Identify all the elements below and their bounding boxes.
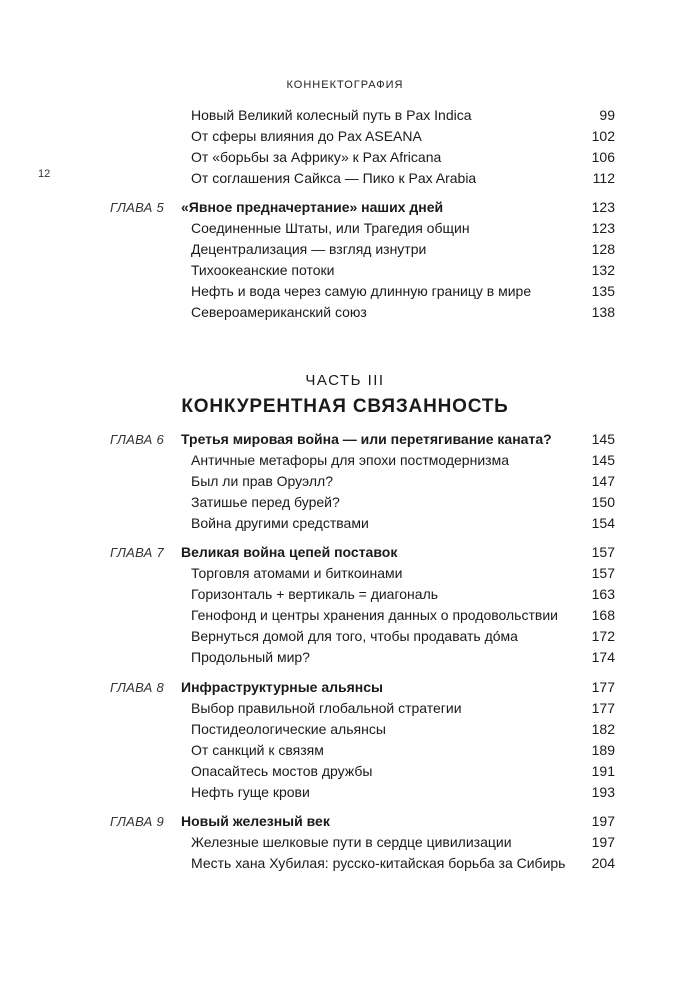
entry-title: Североамериканский союз bbox=[191, 304, 367, 320]
toc-top-entries bbox=[110, 105, 615, 189]
toc-entry[interactable] bbox=[110, 626, 615, 647]
toc-chapter-6 bbox=[110, 429, 615, 534]
entry-page: 147 bbox=[591, 473, 615, 489]
entry-title: Децентрализация — взгляд изнутри bbox=[191, 241, 427, 257]
entry-page: 135 bbox=[591, 283, 615, 299]
entry-title: Торговля атомами и биткоинами bbox=[191, 565, 403, 581]
chapter-page: 145 bbox=[591, 431, 615, 447]
toc-entry[interactable] bbox=[110, 471, 615, 492]
toc-entry[interactable] bbox=[110, 782, 615, 803]
entry-title: Новый Великий колесный путь в Pax Indica bbox=[191, 107, 472, 123]
toc-entry[interactable] bbox=[110, 126, 615, 147]
entry-page: 145 bbox=[591, 452, 615, 468]
entry-title: Нефть и вода через самую длинную границу в мире bbox=[191, 283, 532, 299]
entry-page: 193 bbox=[591, 784, 615, 800]
toc-entry[interactable] bbox=[110, 698, 615, 719]
entry-title: От санкций к связям bbox=[191, 742, 324, 758]
chapter-label: ГЛАВА 6 bbox=[110, 432, 165, 447]
toc-entry[interactable] bbox=[110, 647, 615, 668]
entry-title: От «борьбы за Африку» к Pax Africana bbox=[191, 149, 442, 165]
chapter-page: 177 bbox=[591, 679, 615, 695]
entry-title: Месть хана Хубилая: русско-китайская борьба за Сибирь bbox=[191, 855, 566, 871]
entry-title: Вернуться домой для того, чтобы продавать до́ма bbox=[191, 628, 518, 644]
entry-page: 102 bbox=[591, 128, 615, 144]
toc-chapter-9 bbox=[110, 811, 615, 874]
entry-page: 197 bbox=[591, 834, 615, 850]
entry-page: 204 bbox=[591, 855, 615, 871]
entry-title: Железные шелковые пути в сердце цивилизации bbox=[191, 834, 512, 850]
entry-page: 172 bbox=[591, 628, 615, 644]
chapter-heading[interactable] bbox=[110, 677, 615, 698]
chapter-heading[interactable] bbox=[110, 429, 615, 450]
toc-entry[interactable] bbox=[110, 281, 615, 302]
toc-entry[interactable] bbox=[110, 260, 615, 281]
entry-title: Опасайтесь мостов дружбы bbox=[191, 763, 373, 779]
entry-title: Генофонд и центры хранения данных о продовольствии bbox=[191, 607, 558, 623]
toc-entry[interactable] bbox=[110, 563, 615, 584]
entry-page: 189 bbox=[591, 742, 615, 758]
entry-title: От соглашения Сайкса — Пико к Pax Arabia bbox=[191, 170, 477, 186]
chapter-title: Третья мировая война — или перетягивание каната? bbox=[181, 431, 552, 447]
toc-entry[interactable] bbox=[110, 492, 615, 513]
entry-title: Горизонталь + вертикаль = диагональ bbox=[191, 586, 439, 602]
entry-page: 157 bbox=[591, 565, 615, 581]
toc-chapter-8 bbox=[110, 677, 615, 803]
entry-title: Античные метафоры для эпохи постмодернизма bbox=[191, 452, 509, 468]
chapter-page: 157 bbox=[591, 544, 615, 560]
page-number: 12 bbox=[38, 168, 51, 180]
chapter-heading[interactable] bbox=[110, 811, 615, 832]
entry-page: 112 bbox=[592, 170, 615, 186]
entry-page: 163 bbox=[591, 586, 615, 602]
toc-entry[interactable] bbox=[110, 147, 615, 168]
chapter-page: 197 bbox=[591, 813, 615, 829]
part-title: КОНКУРЕНТНАЯ СВЯЗАННОСТЬ bbox=[181, 396, 509, 417]
entry-title: Соединенные Штаты, или Трагедия общин bbox=[191, 220, 470, 236]
toc-chapter-7 bbox=[110, 542, 615, 668]
entry-page: 174 bbox=[591, 649, 615, 665]
toc-entry[interactable] bbox=[110, 853, 615, 874]
toc-entry[interactable] bbox=[110, 239, 615, 260]
entry-page: 191 bbox=[591, 763, 615, 779]
chapter-label: ГЛАВА 5 bbox=[110, 200, 165, 215]
toc-entry[interactable] bbox=[110, 584, 615, 605]
chapter-title: Новый железный век bbox=[181, 813, 330, 829]
running-header: КОННЕКТОГРАФИЯ bbox=[286, 79, 404, 91]
chapter-title: «Явное предначертание» наших дней bbox=[181, 199, 444, 215]
toc-entry[interactable] bbox=[110, 218, 615, 239]
chapter-label: ГЛАВА 8 bbox=[110, 680, 165, 695]
chapter-page: 123 bbox=[591, 199, 615, 215]
chapter-title: Великая война цепей поставок bbox=[181, 544, 398, 560]
entry-page: 106 bbox=[591, 149, 615, 165]
chapter-heading[interactable] bbox=[110, 542, 615, 563]
entry-page: 99 bbox=[599, 107, 615, 123]
entry-title: Нефть гуще крови bbox=[191, 784, 310, 800]
chapter-heading[interactable] bbox=[110, 197, 615, 218]
entry-title: От сферы влияния до Pax ASEANA bbox=[191, 128, 422, 144]
entry-page: 138 bbox=[591, 304, 615, 320]
entry-title: Выбор правильной глобальной стратегии bbox=[191, 700, 462, 716]
toc-entry[interactable] bbox=[110, 832, 615, 853]
toc-entry[interactable] bbox=[110, 605, 615, 626]
entry-page: 154 bbox=[591, 515, 615, 531]
entry-title: Затишье перед бурей? bbox=[191, 494, 340, 510]
entry-page: 123 bbox=[591, 220, 615, 236]
entry-title: Продольный мир? bbox=[191, 649, 310, 665]
entry-title: Война другими средствами bbox=[191, 515, 369, 531]
entry-page: 132 bbox=[591, 262, 615, 278]
toc-entry[interactable] bbox=[110, 719, 615, 740]
toc-entry[interactable] bbox=[110, 761, 615, 782]
chapter-label: ГЛАВА 7 bbox=[110, 545, 165, 560]
entry-title: Был ли прав Оруэлл? bbox=[191, 473, 333, 489]
entry-page: 177 bbox=[591, 700, 615, 716]
entry-page: 182 bbox=[591, 721, 615, 737]
entry-page: 168 bbox=[591, 607, 615, 623]
toc-entry[interactable] bbox=[110, 168, 615, 189]
toc-entry[interactable] bbox=[110, 450, 615, 471]
entry-title: Постидеологические альянсы bbox=[191, 721, 386, 737]
chapter-label: ГЛАВА 9 bbox=[110, 814, 165, 829]
chapter-title: Инфраструктурные альянсы bbox=[181, 679, 384, 695]
part-label: ЧАСТЬ III bbox=[305, 372, 385, 389]
entry-title: Тихоокеанские потоки bbox=[191, 262, 335, 278]
toc-entry[interactable] bbox=[110, 302, 615, 323]
toc-chapter-5 bbox=[110, 197, 615, 323]
entry-page: 128 bbox=[591, 241, 615, 257]
entry-page: 150 bbox=[591, 494, 615, 510]
toc-entry[interactable] bbox=[110, 513, 615, 534]
toc-entry[interactable] bbox=[110, 105, 615, 126]
toc-entry[interactable] bbox=[110, 740, 615, 761]
